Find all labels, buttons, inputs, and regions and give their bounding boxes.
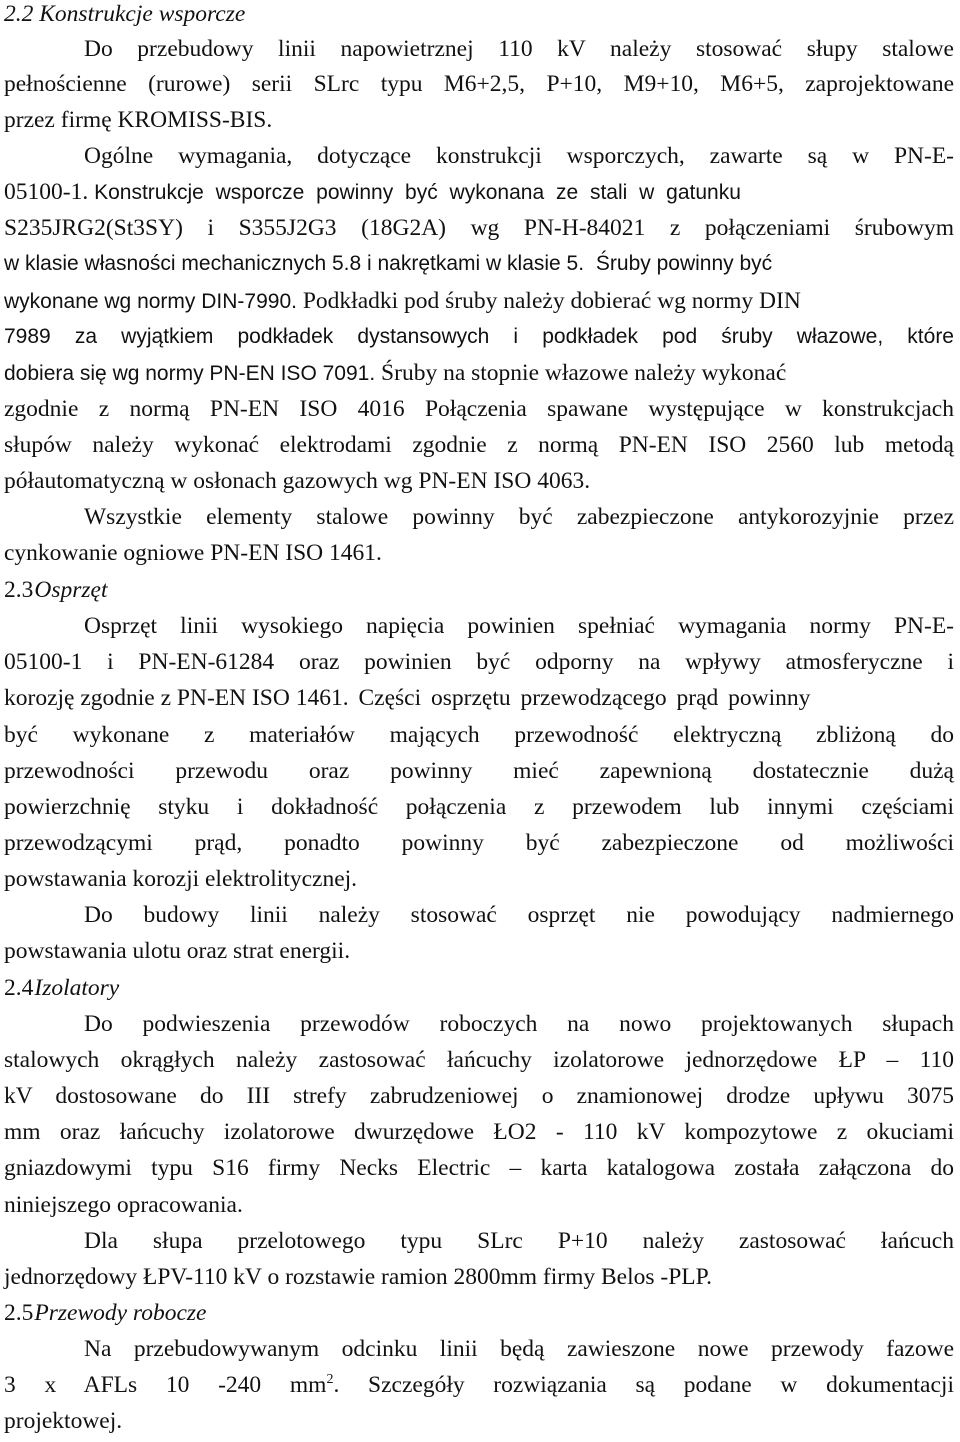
text-run-sans: dobiera się wg normy PN-EN ISO 7091. (4, 362, 376, 385)
text-run-sans: Konstrukcje wsporcze powinny być wykonana ze stali w gatunku (94, 181, 741, 204)
paragraph-line: jednorzędowy ŁPV-110 kV o rozstawie ramion 2800mm firmy Belos -PLP. (4, 1264, 712, 1290)
paragraph-line: Osprzęt linii wysokiego napięcia powinien spełniać wymagania normy PN-E- (84, 613, 954, 639)
text-run-sans: wykonane wg normy DIN-7990. (4, 290, 297, 313)
paragraph-line: cynkowanie ogniowe PN-EN ISO 1461. (4, 540, 382, 566)
paragraph-line (4, 246, 954, 282)
section-title: Osprzęt (34, 577, 108, 603)
paragraph-line: Do przebudowy linii napowietrznej 110 kV należy stosować słupy stalowe (84, 36, 954, 62)
paragraph-line: powierzchnię styku i dokładność połączenia z przewodem lub innymi częściami (4, 794, 954, 820)
paragraph-line: Do podwieszenia przewodów roboczych na nowo projektowanych słupach (84, 1011, 954, 1037)
paragraph-line (4, 1367, 954, 1403)
paragraph-line: pełnościenne (rurowe) serii SLrc typu M6+2,5, P+10, M9+10, M6+5, zaprojektowane (4, 71, 954, 97)
section-number: 2.3 (4, 577, 34, 603)
section-heading (4, 1295, 954, 1331)
paragraph-line (4, 680, 954, 716)
section-heading (4, 572, 954, 608)
text-run-sans: Śruby powinny być (595, 252, 773, 275)
text-run: Części osprzętu przewodzącego prąd powinny (358, 685, 811, 711)
paragraph-line: półautomatyczną w osłonach gazowych wg PN-EN ISO 4063. (4, 468, 591, 494)
paragraph-line: niniejszego opracowania. (4, 1192, 243, 1218)
section-number: 2.5 (4, 1300, 34, 1326)
paragraph-line: powstawania ulotu oraz strat energii. (4, 938, 351, 964)
paragraph-line: gniazdowymi typu S16 firmy Necks Electric – karta katalogowa została załączona do (4, 1155, 954, 1181)
paragraph-line: projektowej. (4, 1408, 123, 1434)
paragraph-line (4, 355, 954, 391)
paragraph-line: słupów należy wykonać elektrodami zgodnie z normą PN-EN ISO 2560 lub metodą (4, 432, 954, 458)
paragraph-line: mm oraz łańcuchy izolatorowe dwurzędowe ŁO2 - 110 kV kompozytowe z okuciami (4, 1119, 954, 1145)
paragraph-line: kV dostosowane do III strefy zabrudzeniowej o znamionowej drodze upływu 3075 (4, 1083, 954, 1109)
paragraph-line: Do budowy linii należy stosować osprzęt nie powodujący nadmiernego (84, 902, 954, 928)
paragraph-line: Na przebudowywanym odcinku linii będą zawieszone nowe przewody fazowe (84, 1336, 954, 1362)
paragraph-line: Dla słupa przelotowego typu SLrc P+10 należy zastosować łańcuch (84, 1228, 954, 1254)
paragraph-line: S235JRG2(St3SY) i S355J2G3 (18G2A) wg PN-H-84021 z połączeniami śrubowym (4, 215, 954, 241)
text-run: 3 x AFLs 10 -240 mm (4, 1372, 327, 1398)
paragraph-line: powstawania korozji elektrolitycznej. (4, 866, 358, 892)
paragraph-line: 05100-1 i PN-EN-61284 oraz powinien być odporny na wpływy atmosferyczne i (4, 649, 954, 675)
paragraph-line (4, 283, 954, 319)
paragraph-line: zgodnie z normą PN-EN ISO 4016 Połączenia spawane występujące w konstrukcjach (4, 396, 954, 422)
section-heading (4, 970, 954, 1006)
superscript: 2 (326, 1372, 334, 1387)
paragraph-line: stalowych okrągłych należy zastosować łańcuchy izolatorowe jednorzędowe ŁP – 110 (4, 1047, 954, 1073)
paragraph-line: Ogólne wymagania, dotyczące konstrukcji wsporczych, zawarte są w PN-E- (84, 143, 954, 169)
paragraph-line: 7989 za wyjątkiem podkładek dystansowych i podkładek pod śruby włazowe, które (4, 325, 954, 348)
paragraph-line: Wszystkie elementy stalowe powinny być zabezpieczone antykorozyjnie przez (84, 504, 954, 530)
section-title: Izolatory (34, 975, 120, 1001)
section-title: Przewody robocze (34, 1300, 207, 1326)
text-run: Podkładki pod śruby należy dobierać wg normy DIN (302, 288, 801, 314)
section-number: 2.4 (4, 975, 34, 1001)
text-run: korozję zgodnie z PN-EN ISO 1461. (4, 685, 349, 711)
paragraph-line: przez firmę KROMISS-BIS. (4, 107, 273, 133)
paragraph-line: przewodności przewodu oraz powinny mieć zapewnioną dostatecznie dużą (4, 758, 954, 784)
text-run: . Szczegóły rozwiązania są podane w dokumentacji (333, 1372, 954, 1398)
text-run: 05100-1. (4, 179, 89, 205)
section-heading: 2.2 Konstrukcje wsporcze (4, 1, 246, 27)
paragraph-line (4, 174, 954, 210)
text-run-sans: w klasie własności mechanicznych 5.8 i nakrętkami w klasie 5. (4, 252, 585, 275)
paragraph-line: przewodzącymi prąd, ponadto powinny być zabezpieczone od możliwości (4, 830, 954, 856)
text-run: Śruby na stopnie włazowe należy wykonać (381, 360, 787, 386)
paragraph-line: być wykonane z materiałów mających przewodność elektryczną zbliżoną do (4, 722, 954, 748)
